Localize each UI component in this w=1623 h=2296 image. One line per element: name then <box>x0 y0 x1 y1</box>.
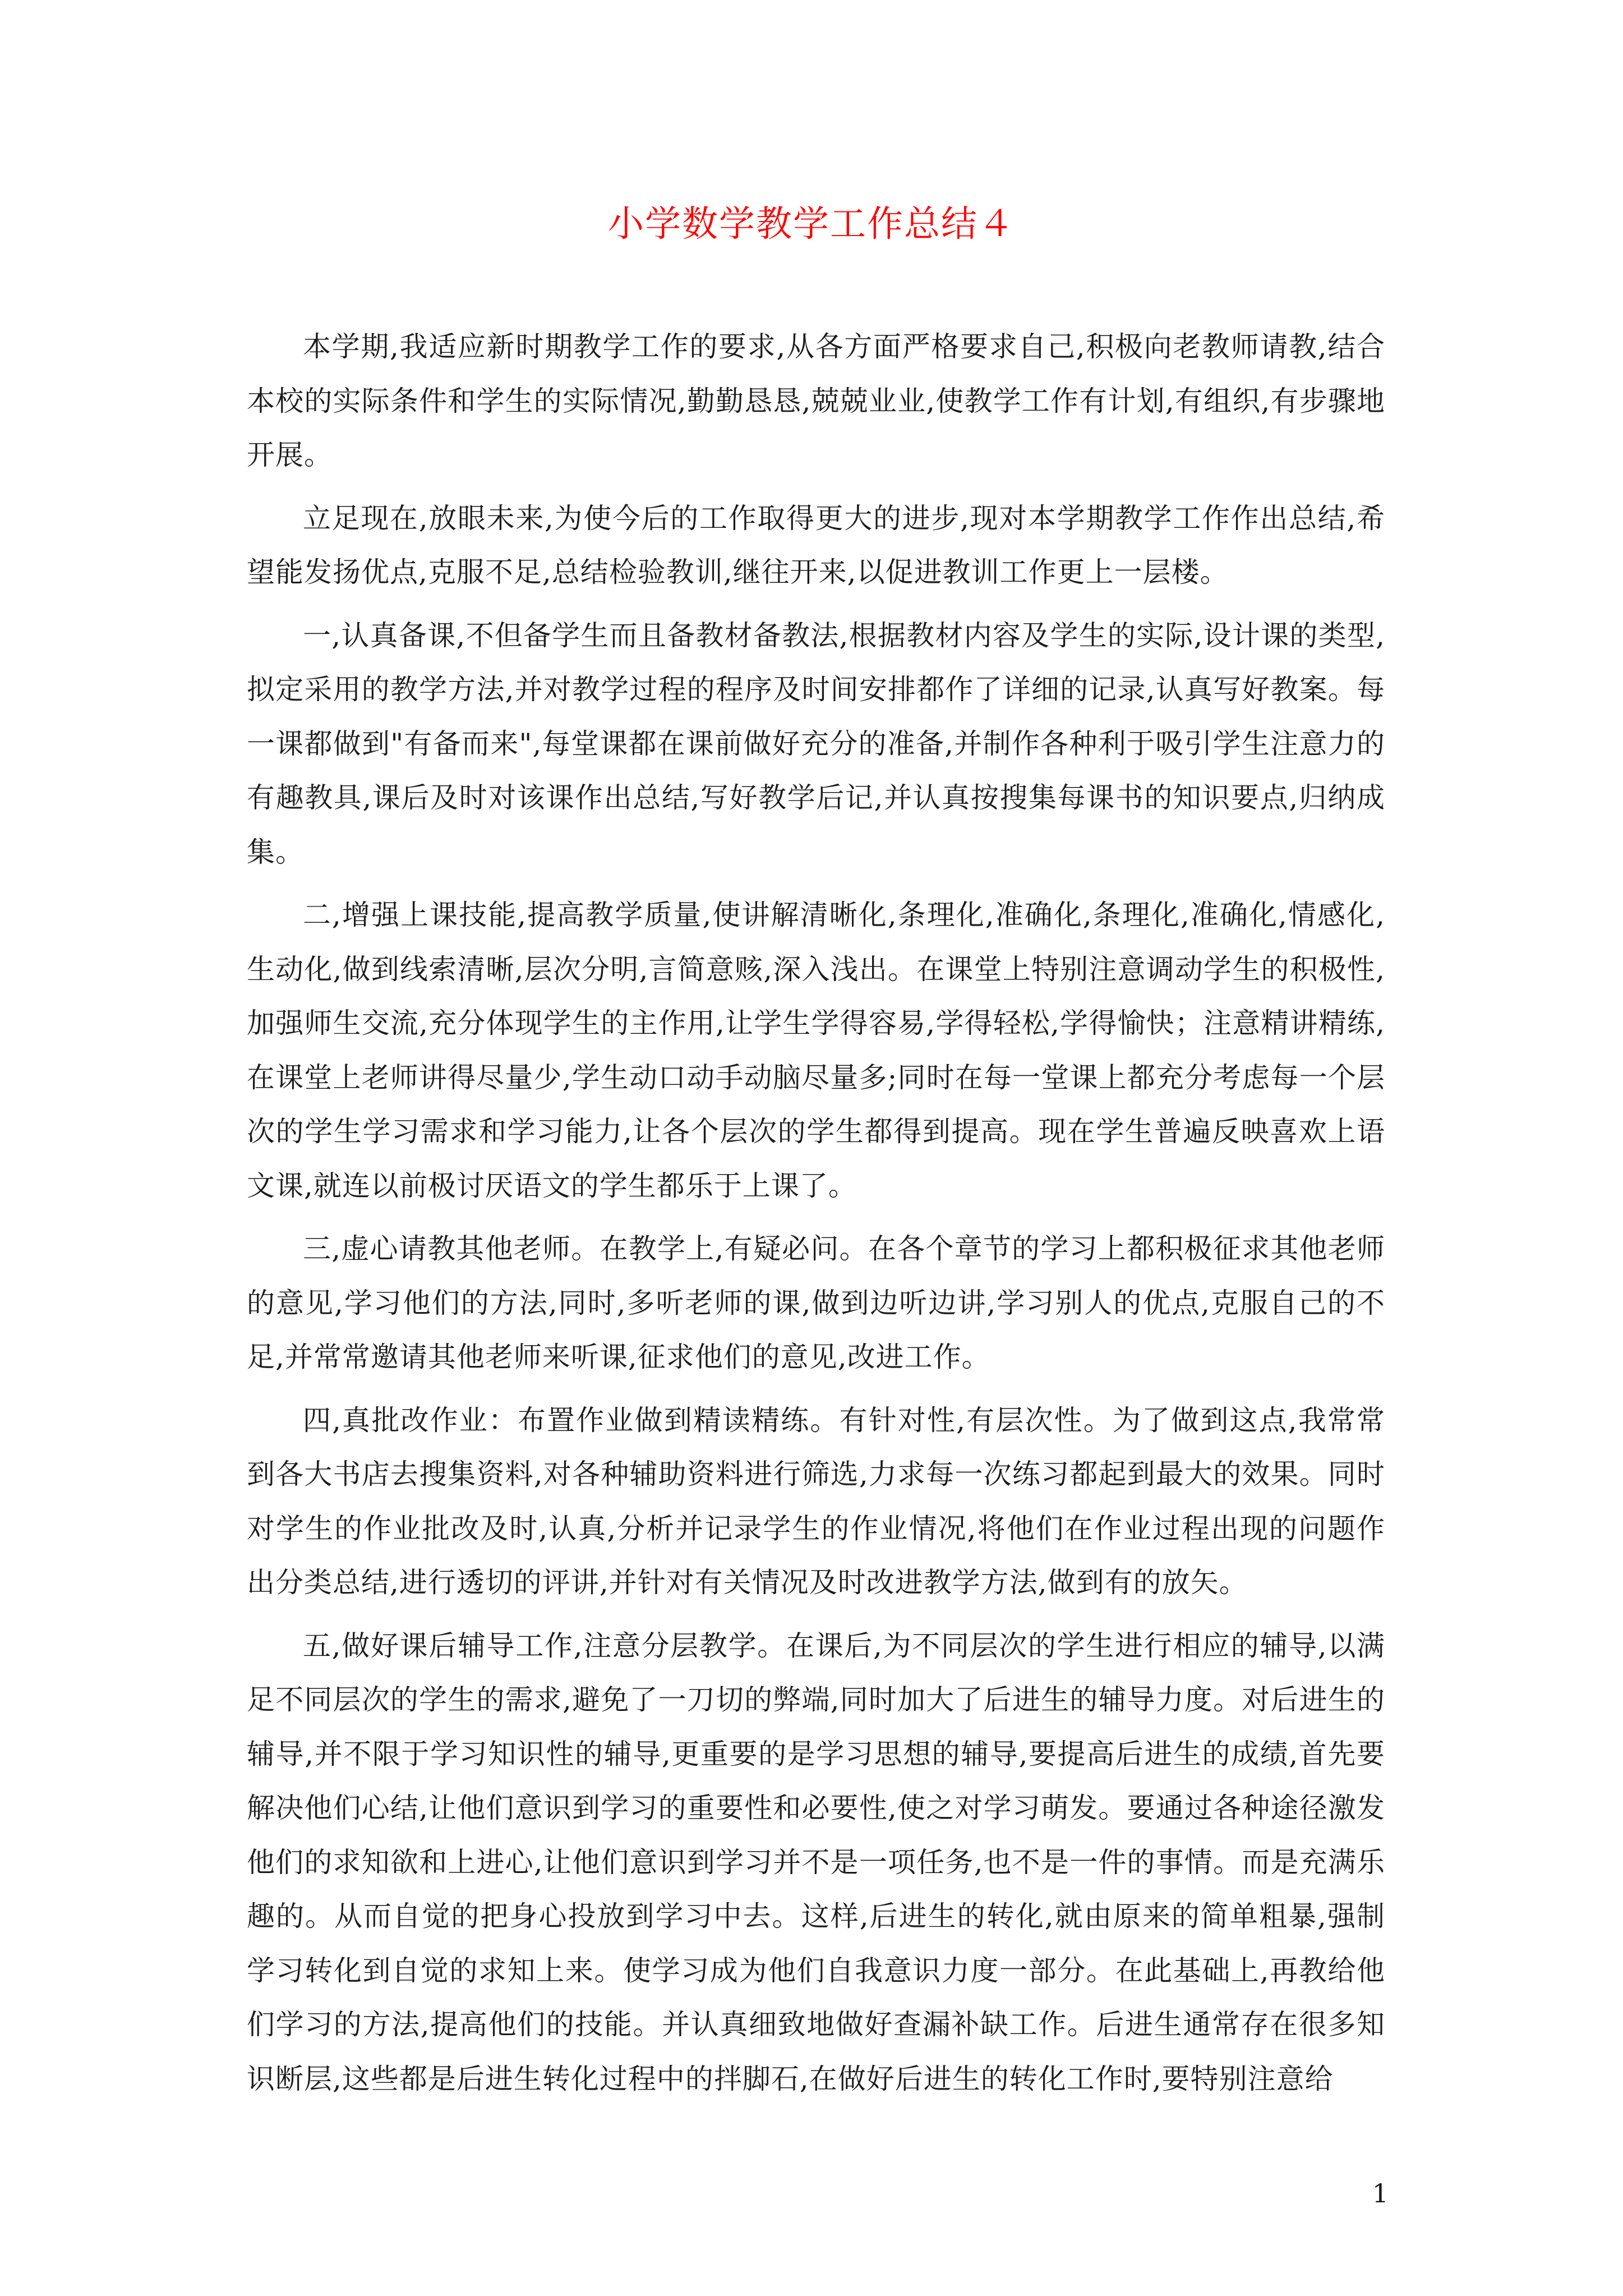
paragraph-section-4: 四,真批改作业：布置作业做到精读精练。有针对性,有层次性。为了做到这点,我常常到各大书店去搜集资料,对各种辅助资料进行筛选,力求每一次练习都起到最大的效果。同时对学生的作业批改及时,认真,分析并记录学生的作业情况,将他们在作业过程出现的问题作出分类总结,进行透切的评讲,并针对有关情况及时改进教学方法,做到有的放矢。 <box>247 1404 1385 1599</box>
document-title: 小学数学教学工作总结４ <box>608 204 1015 245</box>
paragraph-section-2: 二,增强上课技能,提高教学质量,使讲解清晰化,条理化,准确化,条理化,准确化,情感化,生动化,做到线索清晰,层次分明,言简意赅,深入浅出。在课堂上特别注意调动学生的积极性,加强师生交流,充分体现学生的主作用,让学生学得容易,学得轻松,学得愉快；注意精讲精练,在课堂上老师讲得尽量少,学生动口动手动脑尽量多;同时在每一堂课上都充分考虑每一个层次的学生学习需求和学习能力,让各个层次的学生都得到提高。现在学生普遍反映喜欢上语文课,就连以前极讨厌语文的学生都乐于上课了。 <box>247 899 1385 1202</box>
paragraph-outlook: 立足现在,放眼未来,为使今后的工作取得更大的进步,现对本学期教学工作作出总结,希望能发扬优点,克服不足,总结检验教训,继往开来,以促进教训工作更上一层楼。 <box>247 501 1385 588</box>
document-body <box>247 320 1385 2115</box>
paragraph-intro: 本学期,我适应新时期教学工作的要求,从各方面严格要求自己,积极向老教师请教,结合本校的实际条件和学生的实际情况,勤勤恳恳,兢兢业业,使教学工作有计划,有组织,有步骤地开展。 <box>247 330 1385 471</box>
paragraph-section-3: 三,虚心请教其他老师。在教学上,有疑必问。在各个章节的学习上都积极征求其他老师的意见,学习他们的方法,同时,多听老师的课,做到边听边讲,学习别人的优点,克服自己的不足,并常常邀请其他老师来听课,征求他们的意见,改进工作。 <box>247 1232 1385 1373</box>
paragraph-section-5: 五,做好课后辅导工作,注意分层教学。在课后,为不同层次的学生进行相应的辅导,以满足不同层次的学生的需求,避免了一刀切的弊端,同时加大了后进生的辅导力度。对后进生的辅导,并不限于学习知识性的辅导,更重要的是学习思想的辅导,要提高后进生的成绩,首先要解决他们心结,让他们意识到学习的重要性和必要性,使之对学习萌发。要通过各种途径激发他们的求知欲和上进心,让他们意识到学习并不是一项任务,也不是一件的事情。而是充满乐趣的。从而自觉的把身心投放到学习中去。这样,后进生的转化,就由原来的简单粗暴,强制学习转化到自觉的求知上来。使学习成为他们自我意识力度一部分。在此基础上,再教给他们学习的方法,提高他们的技能。并认真细致地做好查漏补缺工作。后进生通常存在很多知识断层,这些都是后进生转化过程中的拌脚石,在做好后进生的转化工作时,要特别注意给 <box>247 1629 1385 2095</box>
page-number: 1 <box>1372 2178 1389 2208</box>
paragraph-section-1: 一,认真备课,不但备学生而且备教材备教法,根据教材内容及学生的实际,设计课的类型,拟定采用的教学方法,并对教学过程的程序及时间安排都作了详细的记录,认真写好教案。每一课都做到"有备而来",每堂课都在课前做好充分的准备,并制作各种利于吸引学生注意力的有趣教具,课后及时对该课作出总结,写好教学后记,并认真按搜集每课书的知识要点,归纳成集。 <box>247 619 1385 868</box>
